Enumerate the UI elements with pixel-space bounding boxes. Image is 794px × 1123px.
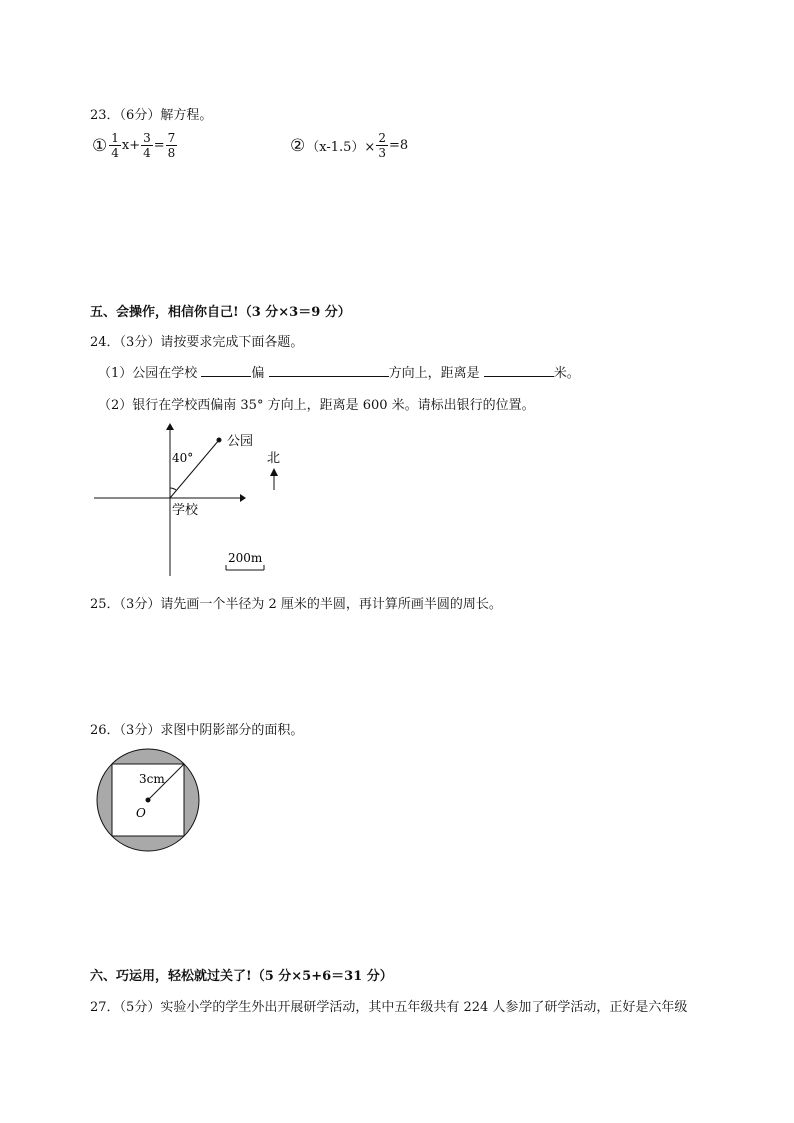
park-point [217,438,222,443]
question-24-sub2: （2）银行在学校西偏南 35° 方向上，距离是 600 米。请标出银行的位置。 [98,398,535,413]
park-label: 公园 [227,434,254,449]
north-label: 北 [267,451,281,466]
question-number: 25． [90,597,120,612]
question-score: （3分） [119,723,161,738]
question-number: 27． [90,1000,120,1015]
school-label: 学校 [172,503,199,518]
question-number: 23． [90,108,120,123]
answer-blank[interactable] [201,364,251,377]
equation-text: （x-1.5）× [306,140,376,155]
question-score: （6分） [119,108,161,123]
question-prompt: 实验小学的学生外出开展研学活动，其中五年级共有 224 人参加了研学活动，正好是六年级 [160,1000,688,1015]
equation-text: = [153,138,165,153]
question-number: 24． [90,335,120,350]
equation-text: x+ [121,138,141,153]
equation-1 [92,132,178,159]
question-27 [90,996,687,1015]
fraction: $\frac{7}{8}$ [167,131,176,160]
equation-text: =8 [388,138,409,153]
fraction: $\frac{2}{3}$ [378,131,386,160]
equation-marker: ① [92,135,108,156]
section-6-title: 六、巧运用，轻松就过关了!（5 分×5+6＝31 分） [90,969,393,984]
angle-arc [170,488,176,490]
answer-blank[interactable] [484,364,554,377]
shaded-area-diagram [94,748,204,858]
question-number: 26． [90,723,120,738]
fraction: $\frac{3}{4}$ [143,131,151,160]
question-prompt: 求图中阴影部分的面积。 [160,723,304,738]
answer-blank[interactable] [269,364,389,377]
center-label: O [136,806,146,820]
equation-marker: ② [290,135,306,156]
fraction: $\frac{1}{4}$ [111,131,119,160]
equation-2 [290,132,408,159]
north-arrow-icon [270,468,278,476]
angle-label: 40° [172,451,194,465]
radius-label: 3cm [139,772,165,786]
question-24-header [90,331,303,350]
direction-diagram[interactable] [90,420,290,580]
park-direction-line [170,440,219,498]
center-point [146,798,151,803]
scale-label: 200m [228,551,263,565]
axis-arrow-icon [240,494,246,502]
question-prompt: 解方程。 [160,108,213,123]
question-24-sub1: （1）公园在学校 偏 方向上，距离是 米。 [98,366,580,381]
question-score: （3分） [119,597,161,612]
question-23-header [90,104,212,123]
question-score: （5分） [119,1000,161,1015]
question-prompt: 请先画一个半径为 2 厘米的半圆，再计算所画半圆的周长。 [160,597,502,612]
question-25 [90,593,502,612]
section-5-title: 五、会操作，相信你自己!（3 分×3＝9 分） [90,305,351,320]
question-score: （3分） [119,335,161,350]
question-prompt: 请按要求完成下面各题。 [160,335,304,350]
axis-arrow-icon [166,423,174,430]
question-26 [90,719,303,738]
